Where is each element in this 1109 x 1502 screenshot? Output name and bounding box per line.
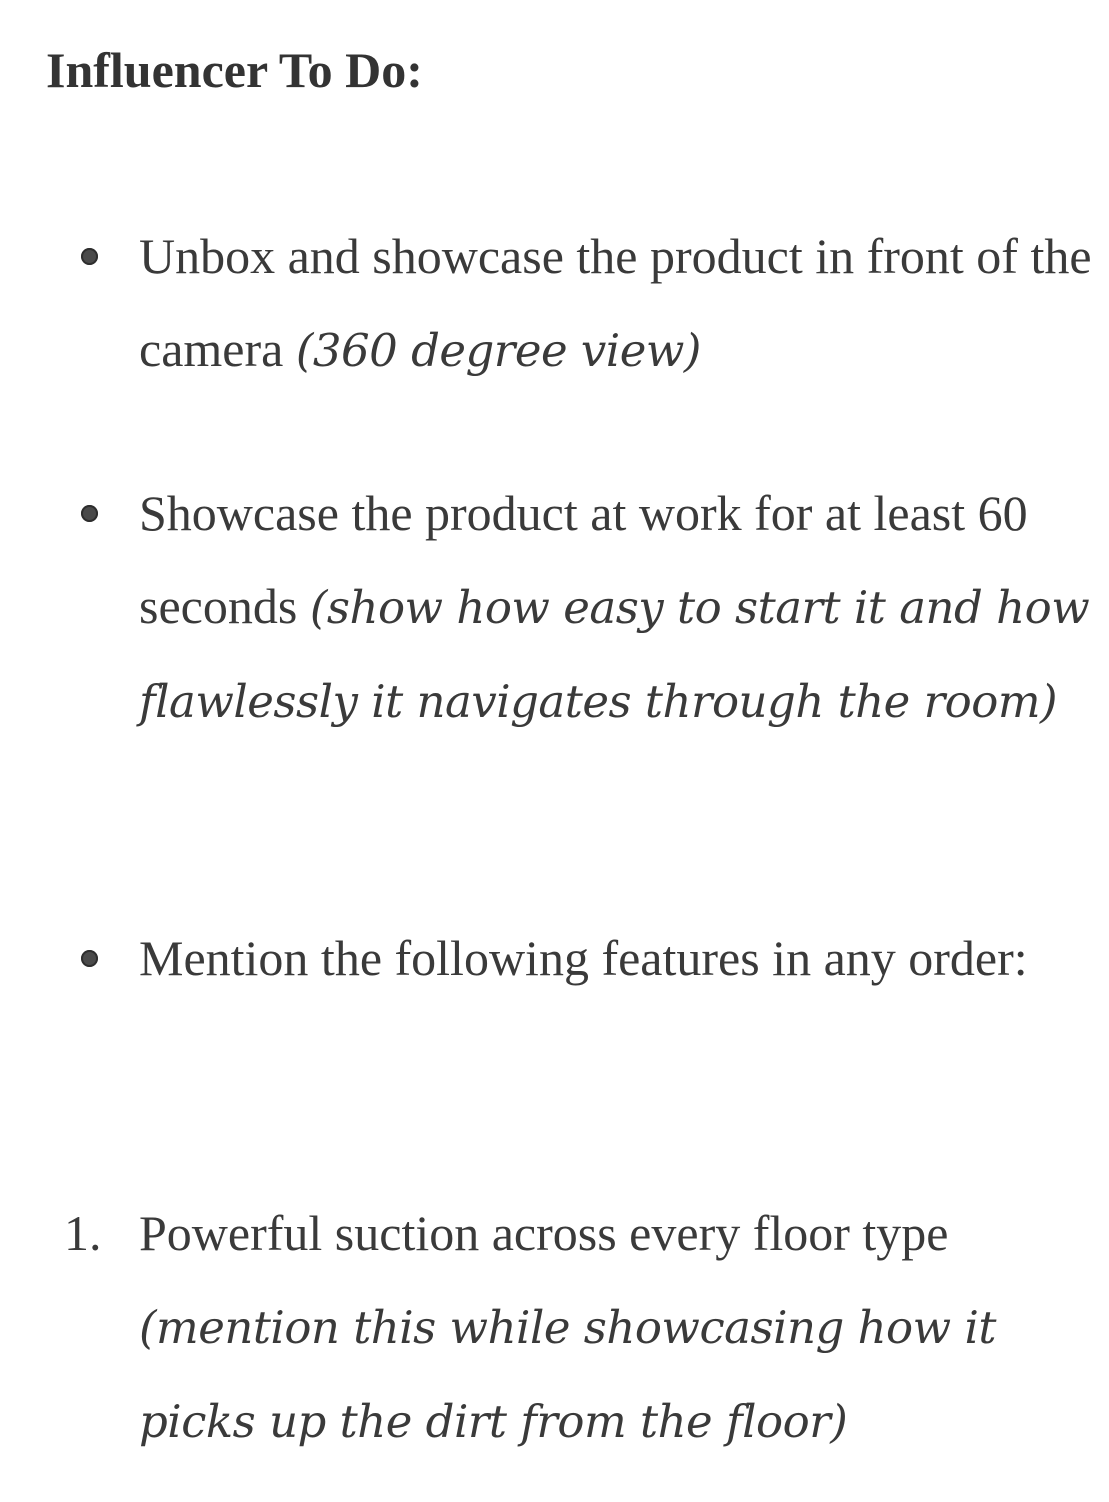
bullet-note: (show how easy to start it and how flawlessly it navigates through the room) — [139, 581, 1090, 728]
numbered-text: Powerful suction across every floor type — [139, 1205, 949, 1261]
bullet-item-2 — [139, 467, 1099, 748]
bullet-item-1 — [139, 210, 1099, 397]
numbered-note: (mention this while showcasing how it picks up the dirt from the floor) — [139, 1301, 996, 1448]
numbered-item-1 — [139, 1187, 1099, 1468]
bullet-dot-icon — [81, 950, 98, 967]
bullet-text: Unbox and showcase the product in front of the camera — [139, 228, 1092, 377]
bullet-dot-icon — [81, 505, 98, 522]
bullet-text: Mention the following features in any order: — [139, 930, 1028, 986]
bullet-item-3 — [139, 912, 1099, 1005]
bullet-dot-icon — [81, 248, 98, 265]
bullet-note: (360 degree view) — [295, 324, 701, 377]
heading: Influencer To Do: — [46, 42, 423, 98]
list-number: 1. — [64, 1205, 102, 1261]
bullet-text: Showcase the product at work for at least 60 seconds — [139, 485, 1028, 634]
